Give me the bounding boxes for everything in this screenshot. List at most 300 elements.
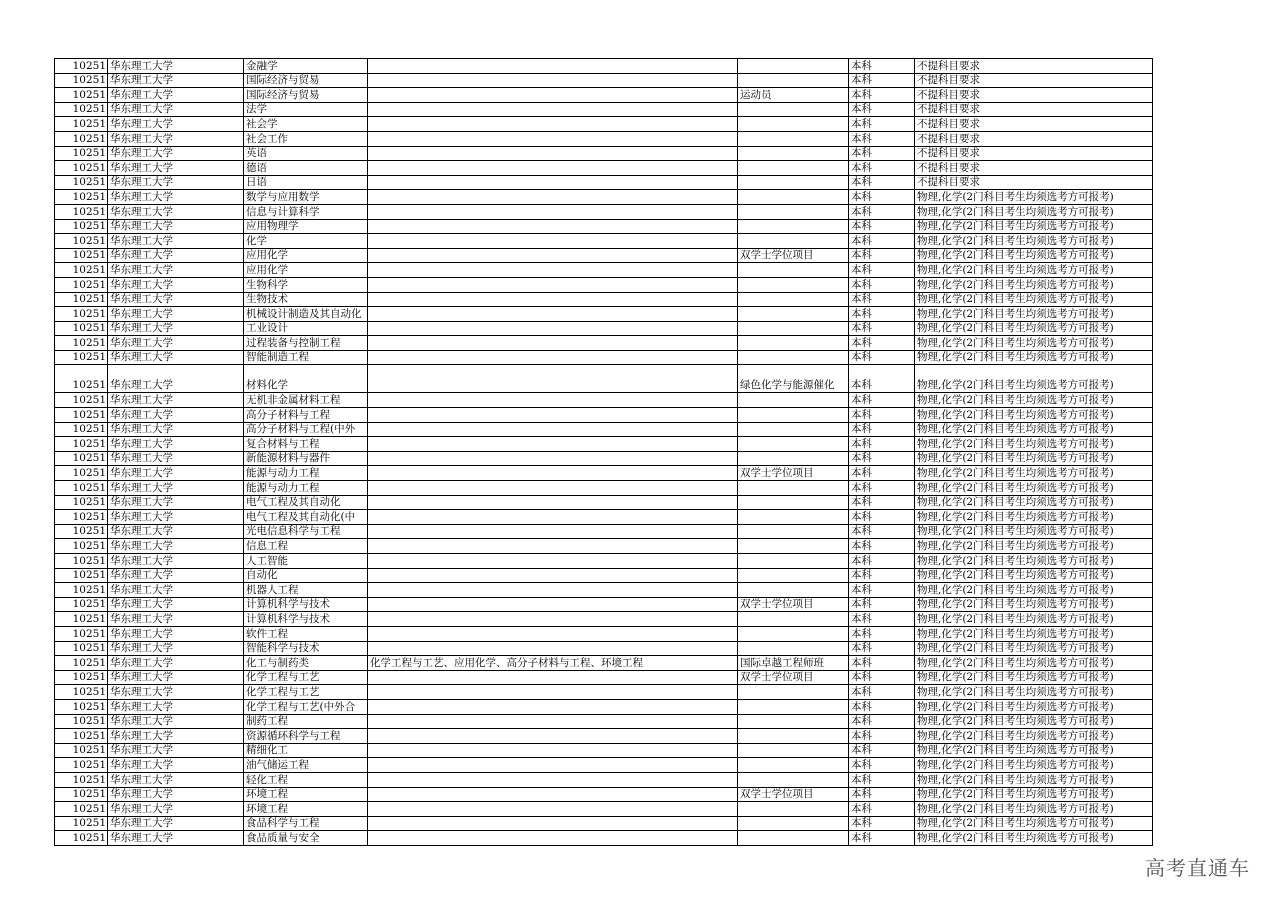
subject-requirement-cell: 物理,化学(2门科目考生均须选考方可报考) bbox=[915, 437, 1153, 452]
major-name-cell: 计算机科学与技术 bbox=[244, 612, 368, 627]
school-name-cell: 华东理工大学 bbox=[108, 597, 244, 612]
degree-level-cell: 本科 bbox=[849, 175, 915, 190]
school-name-cell: 华东理工大学 bbox=[108, 539, 244, 554]
table-row bbox=[55, 393, 1153, 408]
subject-requirement-cell: 不提科目要求 bbox=[915, 117, 1153, 132]
included-majors-cell bbox=[368, 102, 738, 117]
subject-requirement-cell: 物理,化学(2门科目考生均须选考方可报考) bbox=[915, 350, 1153, 365]
degree-level-cell: 本科 bbox=[849, 641, 915, 656]
major-name-cell: 社会工作 bbox=[244, 131, 368, 146]
table-row bbox=[55, 292, 1153, 307]
table-row bbox=[55, 510, 1153, 525]
included-majors-cell bbox=[368, 321, 738, 336]
subject-requirement-cell: 不提科目要求 bbox=[915, 161, 1153, 176]
school-name-cell: 华东理工大学 bbox=[108, 146, 244, 161]
degree-level-cell: 本科 bbox=[849, 204, 915, 219]
degree-level-cell: 本科 bbox=[849, 481, 915, 496]
major-name-cell: 制药工程 bbox=[244, 714, 368, 729]
major-name-cell: 智能科学与技术 bbox=[244, 641, 368, 656]
program-note-cell bbox=[738, 699, 849, 714]
degree-level-cell: 本科 bbox=[849, 685, 915, 700]
major-name-cell: 过程装备与控制工程 bbox=[244, 336, 368, 351]
subject-requirement-cell: 不提科目要求 bbox=[915, 73, 1153, 88]
included-majors-cell bbox=[368, 685, 738, 700]
table-row bbox=[55, 190, 1153, 205]
table-row bbox=[55, 263, 1153, 278]
school-name-cell: 华东理工大学 bbox=[108, 772, 244, 787]
school-name-cell: 华东理工大学 bbox=[108, 510, 244, 525]
table-body bbox=[55, 59, 1153, 846]
included-majors-cell bbox=[368, 597, 738, 612]
major-name-cell: 机器人工程 bbox=[244, 583, 368, 598]
table-row bbox=[55, 219, 1153, 234]
program-note-cell bbox=[738, 626, 849, 641]
program-note-cell bbox=[738, 73, 849, 88]
included-majors-cell bbox=[368, 641, 738, 656]
table-row bbox=[55, 117, 1153, 132]
school-code-cell: 10251 bbox=[55, 524, 108, 539]
school-code-cell: 10251 bbox=[55, 117, 108, 132]
program-note-cell bbox=[738, 263, 849, 278]
subject-requirement-cell: 不提科目要求 bbox=[915, 131, 1153, 146]
major-name-cell: 信息工程 bbox=[244, 539, 368, 554]
subject-requirement-cell: 不提科目要求 bbox=[915, 88, 1153, 103]
subject-requirement-cell: 物理,化学(2门科目考生均须选考方可报考) bbox=[915, 524, 1153, 539]
program-note-cell bbox=[738, 102, 849, 117]
table-row bbox=[55, 831, 1153, 846]
program-note-cell bbox=[738, 307, 849, 322]
included-majors-cell bbox=[368, 772, 738, 787]
major-name-cell: 材料化学 bbox=[244, 365, 368, 393]
program-note-cell bbox=[738, 758, 849, 773]
school-name-cell: 华东理工大学 bbox=[108, 481, 244, 496]
program-note-cell bbox=[738, 568, 849, 583]
school-code-cell: 10251 bbox=[55, 612, 108, 627]
subject-requirement-cell: 物理,化学(2门科目考生均须选考方可报考) bbox=[915, 772, 1153, 787]
included-majors-cell bbox=[368, 336, 738, 351]
table-row bbox=[55, 787, 1153, 802]
school-code-cell: 10251 bbox=[55, 758, 108, 773]
included-majors-cell bbox=[368, 524, 738, 539]
school-name-cell: 华东理工大学 bbox=[108, 685, 244, 700]
degree-level-cell: 本科 bbox=[849, 583, 915, 598]
school-code-cell: 10251 bbox=[55, 568, 108, 583]
program-note-cell bbox=[738, 685, 849, 700]
table-row bbox=[55, 641, 1153, 656]
major-name-cell: 法学 bbox=[244, 102, 368, 117]
program-note-cell bbox=[738, 204, 849, 219]
table-row bbox=[55, 408, 1153, 423]
program-note-cell bbox=[738, 554, 849, 569]
major-name-cell: 工业设计 bbox=[244, 321, 368, 336]
table-row bbox=[55, 670, 1153, 685]
school-code-cell: 10251 bbox=[55, 816, 108, 831]
table-row bbox=[55, 73, 1153, 88]
school-code-cell: 10251 bbox=[55, 292, 108, 307]
major-name-cell: 高分子材料与工程 bbox=[244, 408, 368, 423]
school-code-cell: 10251 bbox=[55, 146, 108, 161]
school-code-cell: 10251 bbox=[55, 393, 108, 408]
subject-requirement-cell: 物理,化学(2门科目考生均须选考方可报考) bbox=[915, 408, 1153, 423]
school-code-cell: 10251 bbox=[55, 802, 108, 817]
included-majors-cell bbox=[368, 729, 738, 744]
subject-requirement-cell: 物理,化学(2门科目考生均须选考方可报考) bbox=[915, 495, 1153, 510]
table-row bbox=[55, 612, 1153, 627]
school-code-cell: 10251 bbox=[55, 539, 108, 554]
table-row bbox=[55, 102, 1153, 117]
major-name-cell: 社会学 bbox=[244, 117, 368, 132]
table-row bbox=[55, 146, 1153, 161]
degree-level-cell: 本科 bbox=[849, 568, 915, 583]
major-name-cell: 食品质量与安全 bbox=[244, 831, 368, 846]
program-note-cell bbox=[738, 524, 849, 539]
subject-requirement-cell: 物理,化学(2门科目考生均须选考方可报考) bbox=[915, 743, 1153, 758]
school-code-cell: 10251 bbox=[55, 277, 108, 292]
table-row bbox=[55, 699, 1153, 714]
included-majors-cell bbox=[368, 408, 738, 423]
major-name-cell: 应用物理学 bbox=[244, 219, 368, 234]
major-name-cell: 化学工程与工艺(中外合 bbox=[244, 699, 368, 714]
school-code-cell: 10251 bbox=[55, 321, 108, 336]
program-note-cell bbox=[738, 510, 849, 525]
school-name-cell: 华东理工大学 bbox=[108, 131, 244, 146]
school-code-cell: 10251 bbox=[55, 656, 108, 671]
included-majors-cell bbox=[368, 831, 738, 846]
included-majors-cell bbox=[368, 758, 738, 773]
major-name-cell: 能源与动力工程 bbox=[244, 466, 368, 481]
included-majors-cell bbox=[368, 131, 738, 146]
included-majors-cell bbox=[368, 437, 738, 452]
school-code-cell: 10251 bbox=[55, 787, 108, 802]
included-majors-cell bbox=[368, 161, 738, 176]
school-name-cell: 华东理工大学 bbox=[108, 451, 244, 466]
school-code-cell: 10251 bbox=[55, 422, 108, 437]
degree-level-cell: 本科 bbox=[849, 816, 915, 831]
program-note-cell: 运动员 bbox=[738, 88, 849, 103]
degree-level-cell: 本科 bbox=[849, 234, 915, 249]
table-row bbox=[55, 481, 1153, 496]
program-note-cell bbox=[738, 234, 849, 249]
program-note-cell bbox=[738, 495, 849, 510]
table-row bbox=[55, 234, 1153, 249]
school-name-cell: 华东理工大学 bbox=[108, 626, 244, 641]
subject-requirement-cell: 不提科目要求 bbox=[915, 146, 1153, 161]
subject-requirement-cell: 物理,化学(2门科目考生均须选考方可报考) bbox=[915, 802, 1153, 817]
program-note-cell: 国际卓越工程师班 bbox=[738, 656, 849, 671]
school-name-cell: 华东理工大学 bbox=[108, 393, 244, 408]
school-name-cell: 华东理工大学 bbox=[108, 714, 244, 729]
table-row bbox=[55, 568, 1153, 583]
major-name-cell: 自动化 bbox=[244, 568, 368, 583]
major-name-cell: 电气工程及其自动化 bbox=[244, 495, 368, 510]
included-majors-cell bbox=[368, 146, 738, 161]
major-name-cell: 软件工程 bbox=[244, 626, 368, 641]
included-majors-cell bbox=[368, 583, 738, 598]
subject-requirement-cell: 物理,化学(2门科目考生均须选考方可报考) bbox=[915, 277, 1153, 292]
subject-requirement-cell: 物理,化学(2门科目考生均须选考方可报考) bbox=[915, 292, 1153, 307]
table-row bbox=[55, 816, 1153, 831]
program-note-cell: 双学士学位项目 bbox=[738, 248, 849, 263]
included-majors-cell bbox=[368, 510, 738, 525]
degree-level-cell: 本科 bbox=[849, 393, 915, 408]
school-code-cell: 10251 bbox=[55, 670, 108, 685]
degree-level-cell: 本科 bbox=[849, 190, 915, 205]
degree-level-cell: 本科 bbox=[849, 466, 915, 481]
table-row bbox=[55, 524, 1153, 539]
included-majors-cell bbox=[368, 59, 738, 74]
degree-level-cell: 本科 bbox=[849, 350, 915, 365]
table-row bbox=[55, 802, 1153, 817]
degree-level-cell: 本科 bbox=[849, 321, 915, 336]
major-name-cell: 金融学 bbox=[244, 59, 368, 74]
school-name-cell: 华东理工大学 bbox=[108, 190, 244, 205]
program-note-cell bbox=[738, 743, 849, 758]
subject-requirement-cell: 物理,化学(2门科目考生均须选考方可报考) bbox=[915, 554, 1153, 569]
school-code-cell: 10251 bbox=[55, 481, 108, 496]
subject-requirement-cell: 物理,化学(2门科目考生均须选考方可报考) bbox=[915, 729, 1153, 744]
major-name-cell: 应用化学 bbox=[244, 248, 368, 263]
degree-level-cell: 本科 bbox=[849, 248, 915, 263]
degree-level-cell: 本科 bbox=[849, 495, 915, 510]
school-code-cell: 10251 bbox=[55, 307, 108, 322]
degree-level-cell: 本科 bbox=[849, 365, 915, 393]
degree-level-cell: 本科 bbox=[849, 161, 915, 176]
degree-level-cell: 本科 bbox=[849, 597, 915, 612]
subject-requirement-cell: 物理,化学(2门科目考生均须选考方可报考) bbox=[915, 393, 1153, 408]
included-majors-cell bbox=[368, 234, 738, 249]
subject-requirement-cell: 物理,化学(2门科目考生均须选考方可报考) bbox=[915, 641, 1153, 656]
subject-requirement-cell: 物理,化学(2门科目考生均须选考方可报考) bbox=[915, 481, 1153, 496]
degree-level-cell: 本科 bbox=[849, 802, 915, 817]
subject-requirement-cell: 物理,化学(2门科目考生均须选考方可报考) bbox=[915, 670, 1153, 685]
school-name-cell: 华东理工大学 bbox=[108, 277, 244, 292]
included-majors-cell bbox=[368, 481, 738, 496]
school-name-cell: 华东理工大学 bbox=[108, 88, 244, 103]
program-note-cell bbox=[738, 772, 849, 787]
program-note-cell bbox=[738, 190, 849, 205]
subject-requirement-cell: 物理,化学(2门科目考生均须选考方可报考) bbox=[915, 568, 1153, 583]
school-name-cell: 华东理工大学 bbox=[108, 729, 244, 744]
school-name-cell: 华东理工大学 bbox=[108, 422, 244, 437]
subject-requirement-cell: 物理,化学(2门科目考生均须选考方可报考) bbox=[915, 685, 1153, 700]
program-note-cell bbox=[738, 583, 849, 598]
program-note-cell bbox=[738, 802, 849, 817]
school-code-cell: 10251 bbox=[55, 597, 108, 612]
included-majors-cell bbox=[368, 802, 738, 817]
program-note-cell: 双学士学位项目 bbox=[738, 597, 849, 612]
degree-level-cell: 本科 bbox=[849, 422, 915, 437]
included-majors-cell bbox=[368, 204, 738, 219]
table-row bbox=[55, 365, 1153, 393]
school-name-cell: 华东理工大学 bbox=[108, 670, 244, 685]
major-name-cell: 数学与应用数学 bbox=[244, 190, 368, 205]
major-name-cell: 人工智能 bbox=[244, 554, 368, 569]
program-note-cell bbox=[738, 714, 849, 729]
included-majors-cell bbox=[368, 568, 738, 583]
program-note-cell: 双学士学位项目 bbox=[738, 787, 849, 802]
table-row bbox=[55, 248, 1153, 263]
subject-requirement-cell: 物理,化学(2门科目考生均须选考方可报考) bbox=[915, 307, 1153, 322]
subject-requirement-cell: 物理,化学(2门科目考生均须选考方可报考) bbox=[915, 510, 1153, 525]
table-row bbox=[55, 321, 1153, 336]
included-majors-cell bbox=[368, 117, 738, 132]
admission-requirements-table bbox=[54, 58, 1153, 846]
table-row bbox=[55, 539, 1153, 554]
degree-level-cell: 本科 bbox=[849, 117, 915, 132]
degree-level-cell: 本科 bbox=[849, 307, 915, 322]
program-note-cell bbox=[738, 481, 849, 496]
school-name-cell: 华东理工大学 bbox=[108, 466, 244, 481]
subject-requirement-cell: 物理,化学(2门科目考生均须选考方可报考) bbox=[915, 451, 1153, 466]
major-name-cell: 复合材料与工程 bbox=[244, 437, 368, 452]
included-majors-cell bbox=[368, 263, 738, 278]
subject-requirement-cell: 物理,化学(2门科目考生均须选考方可报考) bbox=[915, 714, 1153, 729]
subject-requirement-cell: 物理,化学(2门科目考生均须选考方可报考) bbox=[915, 699, 1153, 714]
table-row bbox=[55, 729, 1153, 744]
table-row bbox=[55, 437, 1153, 452]
school-code-cell: 10251 bbox=[55, 59, 108, 74]
included-majors-cell bbox=[368, 495, 738, 510]
table-row bbox=[55, 743, 1153, 758]
school-code-cell: 10251 bbox=[55, 161, 108, 176]
school-name-cell: 华东理工大学 bbox=[108, 816, 244, 831]
school-code-cell: 10251 bbox=[55, 248, 108, 263]
school-code-cell: 10251 bbox=[55, 831, 108, 846]
subject-requirement-cell: 物理,化学(2门科目考生均须选考方可报考) bbox=[915, 612, 1153, 627]
degree-level-cell: 本科 bbox=[849, 656, 915, 671]
degree-level-cell: 本科 bbox=[849, 787, 915, 802]
major-name-cell: 轻化工程 bbox=[244, 772, 368, 787]
major-name-cell: 国际经济与贸易 bbox=[244, 88, 368, 103]
school-code-cell: 10251 bbox=[55, 175, 108, 190]
school-name-cell: 华东理工大学 bbox=[108, 699, 244, 714]
table-row bbox=[55, 336, 1153, 351]
major-name-cell: 生物技术 bbox=[244, 292, 368, 307]
subject-requirement-cell: 物理,化学(2门科目考生均须选考方可报考) bbox=[915, 365, 1153, 393]
major-name-cell: 信息与计算科学 bbox=[244, 204, 368, 219]
program-note-cell bbox=[738, 539, 849, 554]
major-name-cell: 新能源材料与器件 bbox=[244, 451, 368, 466]
school-code-cell: 10251 bbox=[55, 350, 108, 365]
included-majors-cell bbox=[368, 73, 738, 88]
degree-level-cell: 本科 bbox=[849, 670, 915, 685]
included-majors-cell bbox=[368, 743, 738, 758]
program-note-cell: 双学士学位项目 bbox=[738, 670, 849, 685]
degree-level-cell: 本科 bbox=[849, 714, 915, 729]
table-row bbox=[55, 554, 1153, 569]
degree-level-cell: 本科 bbox=[849, 612, 915, 627]
degree-level-cell: 本科 bbox=[849, 554, 915, 569]
school-name-cell: 华东理工大学 bbox=[108, 437, 244, 452]
subject-requirement-cell: 物理,化学(2门科目考生均须选考方可报考) bbox=[915, 190, 1153, 205]
program-note-cell bbox=[738, 612, 849, 627]
program-note-cell bbox=[738, 59, 849, 74]
degree-level-cell: 本科 bbox=[849, 73, 915, 88]
school-code-cell: 10251 bbox=[55, 510, 108, 525]
program-note-cell bbox=[738, 146, 849, 161]
table-row bbox=[55, 204, 1153, 219]
included-majors-cell bbox=[368, 554, 738, 569]
degree-level-cell: 本科 bbox=[849, 131, 915, 146]
subject-requirement-cell: 物理,化学(2门科目考生均须选考方可报考) bbox=[915, 787, 1153, 802]
school-code-cell: 10251 bbox=[55, 495, 108, 510]
program-note-cell bbox=[738, 422, 849, 437]
school-name-cell: 华东理工大学 bbox=[108, 204, 244, 219]
school-code-cell: 10251 bbox=[55, 204, 108, 219]
school-name-cell: 华东理工大学 bbox=[108, 219, 244, 234]
subject-requirement-cell: 物理,化学(2门科目考生均须选考方可报考) bbox=[915, 758, 1153, 773]
table-row bbox=[55, 758, 1153, 773]
major-name-cell: 无机非金属材料工程 bbox=[244, 393, 368, 408]
subject-requirement-cell: 物理,化学(2门科目考生均须选考方可报考) bbox=[915, 816, 1153, 831]
table-row bbox=[55, 583, 1153, 598]
major-name-cell: 化学工程与工艺 bbox=[244, 670, 368, 685]
major-name-cell: 英语 bbox=[244, 146, 368, 161]
major-name-cell: 化学工程与工艺 bbox=[244, 685, 368, 700]
included-majors-cell bbox=[368, 307, 738, 322]
school-name-cell: 华东理工大学 bbox=[108, 656, 244, 671]
included-majors-cell bbox=[368, 350, 738, 365]
school-name-cell: 华东理工大学 bbox=[108, 234, 244, 249]
school-code-cell: 10251 bbox=[55, 772, 108, 787]
program-note-cell bbox=[738, 131, 849, 146]
degree-level-cell: 本科 bbox=[849, 437, 915, 452]
school-code-cell: 10251 bbox=[55, 714, 108, 729]
school-name-cell: 华东理工大学 bbox=[108, 292, 244, 307]
degree-level-cell: 本科 bbox=[849, 263, 915, 278]
school-name-cell: 华东理工大学 bbox=[108, 350, 244, 365]
program-note-cell bbox=[738, 831, 849, 846]
subject-requirement-cell: 物理,化学(2门科目考生均须选考方可报考) bbox=[915, 321, 1153, 336]
major-name-cell: 国际经济与贸易 bbox=[244, 73, 368, 88]
school-code-cell: 10251 bbox=[55, 554, 108, 569]
subject-requirement-cell: 物理,化学(2门科目考生均须选考方可报考) bbox=[915, 234, 1153, 249]
school-code-cell: 10251 bbox=[55, 408, 108, 423]
degree-level-cell: 本科 bbox=[849, 831, 915, 846]
school-name-cell: 华东理工大学 bbox=[108, 524, 244, 539]
table-row bbox=[55, 495, 1153, 510]
school-code-cell: 10251 bbox=[55, 699, 108, 714]
school-code-cell: 10251 bbox=[55, 583, 108, 598]
degree-level-cell: 本科 bbox=[849, 277, 915, 292]
included-majors-cell bbox=[368, 714, 738, 729]
included-majors-cell bbox=[368, 787, 738, 802]
degree-level-cell: 本科 bbox=[849, 59, 915, 74]
program-note-cell bbox=[738, 729, 849, 744]
school-code-cell: 10251 bbox=[55, 626, 108, 641]
major-name-cell: 精细化工 bbox=[244, 743, 368, 758]
school-name-cell: 华东理工大学 bbox=[108, 321, 244, 336]
table-row bbox=[55, 597, 1153, 612]
school-code-cell: 10251 bbox=[55, 234, 108, 249]
included-majors-cell bbox=[368, 816, 738, 831]
subject-requirement-cell: 物理,化学(2门科目考生均须选考方可报考) bbox=[915, 219, 1153, 234]
school-code-cell: 10251 bbox=[55, 641, 108, 656]
major-name-cell: 资源循环科学与工程 bbox=[244, 729, 368, 744]
subject-requirement-cell: 物理,化学(2门科目考生均须选考方可报考) bbox=[915, 831, 1153, 846]
subject-requirement-cell: 物理,化学(2门科目考生均须选考方可报考) bbox=[915, 583, 1153, 598]
included-majors-cell bbox=[368, 365, 738, 393]
school-name-cell: 华东理工大学 bbox=[108, 408, 244, 423]
program-note-cell bbox=[738, 451, 849, 466]
school-name-cell: 华东理工大学 bbox=[108, 73, 244, 88]
degree-level-cell: 本科 bbox=[849, 88, 915, 103]
major-name-cell: 高分子材料与工程(中外 bbox=[244, 422, 368, 437]
school-name-cell: 华东理工大学 bbox=[108, 758, 244, 773]
major-name-cell: 智能制造工程 bbox=[244, 350, 368, 365]
school-name-cell: 华东理工大学 bbox=[108, 802, 244, 817]
table-row bbox=[55, 422, 1153, 437]
